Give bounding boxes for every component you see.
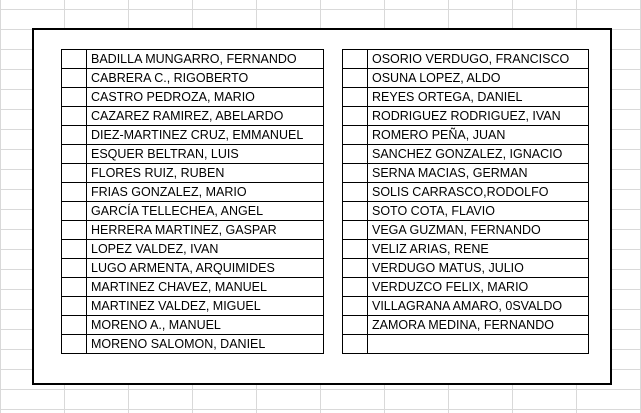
name-cell[interactable]: ROMERO PEÑA, JUAN <box>368 126 589 145</box>
marker-cell[interactable] <box>62 259 87 278</box>
table-row <box>343 221 589 240</box>
table-row <box>62 164 324 183</box>
marker-cell[interactable] <box>62 278 87 297</box>
marker-cell[interactable] <box>343 240 368 259</box>
marker-cell[interactable] <box>62 107 87 126</box>
marker-cell[interactable] <box>343 88 368 107</box>
table-row <box>62 278 324 297</box>
name-cell[interactable]: GARCÍA TELLECHEA, ANGEL <box>87 202 324 221</box>
table-row <box>343 164 589 183</box>
name-cell[interactable]: LOPEZ VALDEZ, IVAN <box>87 240 324 259</box>
name-cell[interactable]: CABRERA C., RIGOBERTO <box>87 69 324 88</box>
marker-cell[interactable] <box>343 202 368 221</box>
marker-cell[interactable] <box>343 278 368 297</box>
name-cell[interactable]: HERRERA MARTINEZ, GASPAR <box>87 221 324 240</box>
table-row <box>62 297 324 316</box>
marker-cell[interactable] <box>343 297 368 316</box>
marker-cell[interactable] <box>343 259 368 278</box>
table-row <box>62 259 324 278</box>
name-cell[interactable]: MARTINEZ CHAVEZ, MANUEL <box>87 278 324 297</box>
table-row <box>62 221 324 240</box>
marker-cell[interactable] <box>62 297 87 316</box>
name-cell[interactable]: VERDUGO MATUS, JULIO <box>368 259 589 278</box>
table-row <box>62 69 324 88</box>
marker-cell[interactable] <box>343 69 368 88</box>
table-row <box>343 259 589 278</box>
name-cell[interactable]: SOLIS CARRASCO,RODOLFO <box>368 183 589 202</box>
marker-cell[interactable] <box>62 335 87 354</box>
table-row <box>343 202 589 221</box>
name-cell[interactable]: SOTO COTA, FLAVIO <box>368 202 589 221</box>
name-cell[interactable]: VILLAGRANA AMARO, 0SVALDO <box>368 297 589 316</box>
table-row <box>343 145 589 164</box>
table-row <box>62 240 324 259</box>
marker-cell[interactable] <box>62 240 87 259</box>
table-row <box>343 126 589 145</box>
name-cell[interactable] <box>368 335 589 354</box>
table-row <box>343 278 589 297</box>
table-row <box>343 240 589 259</box>
marker-cell[interactable] <box>62 164 87 183</box>
marker-cell[interactable] <box>343 50 368 69</box>
marker-cell[interactable] <box>343 107 368 126</box>
sheet-border-frame <box>32 28 612 385</box>
table-row <box>343 88 589 107</box>
name-cell[interactable]: OSORIO VERDUGO, FRANCISCO <box>368 50 589 69</box>
name-cell[interactable]: FRIAS GONZALEZ, MARIO <box>87 183 324 202</box>
marker-cell[interactable] <box>62 316 87 335</box>
marker-cell[interactable] <box>343 183 368 202</box>
table-row <box>62 202 324 221</box>
name-cell[interactable]: SERNA MACIAS, GERMAN <box>368 164 589 183</box>
name-cell[interactable]: MORENO A., MANUEL <box>87 316 324 335</box>
name-cell[interactable]: LUGO ARMENTA, ARQUIMIDES <box>87 259 324 278</box>
table-row <box>62 316 324 335</box>
name-cell[interactable]: DIEZ-MARTINEZ CRUZ, EMMANUEL <box>87 126 324 145</box>
table-row <box>343 69 589 88</box>
name-cell[interactable]: ESQUER BELTRAN, LUIS <box>87 145 324 164</box>
name-cell[interactable]: VELIZ ARIAS, RENE <box>368 240 589 259</box>
left-name-list <box>61 49 324 354</box>
table-row <box>62 335 324 354</box>
name-cell[interactable]: ZAMORA MEDINA, FERNANDO <box>368 316 589 335</box>
name-cell[interactable]: REYES ORTEGA, DANIEL <box>368 88 589 107</box>
table-row <box>343 50 589 69</box>
marker-cell[interactable] <box>343 335 368 354</box>
name-cell[interactable]: CASTRO PEDROZA, MARIO <box>87 88 324 107</box>
marker-cell[interactable] <box>62 221 87 240</box>
table-row <box>343 335 589 354</box>
marker-cell[interactable] <box>343 316 368 335</box>
table-row <box>62 145 324 164</box>
marker-cell[interactable] <box>62 126 87 145</box>
table-row <box>343 107 589 126</box>
name-cell[interactable]: MARTINEZ VALDEZ, MIGUEL <box>87 297 324 316</box>
table-row <box>343 297 589 316</box>
marker-cell[interactable] <box>62 50 87 69</box>
name-cell[interactable]: SANCHEZ GONZALEZ, IGNACIO <box>368 145 589 164</box>
name-cell[interactable]: MORENO SALOMON, DANIEL <box>87 335 324 354</box>
table-row <box>343 316 589 335</box>
table-row <box>62 50 324 69</box>
name-cell[interactable]: FLORES RUIZ, RUBEN <box>87 164 324 183</box>
table-row <box>343 183 589 202</box>
marker-cell[interactable] <box>62 202 87 221</box>
marker-cell[interactable] <box>62 183 87 202</box>
name-cell[interactable]: BADILLA MUNGARRO, FERNANDO <box>87 50 324 69</box>
marker-cell[interactable] <box>62 88 87 107</box>
marker-cell[interactable] <box>62 145 87 164</box>
marker-cell[interactable] <box>62 69 87 88</box>
table-row <box>62 88 324 107</box>
marker-cell[interactable] <box>343 164 368 183</box>
name-cell[interactable]: VEGA GUZMAN, FERNANDO <box>368 221 589 240</box>
marker-cell[interactable] <box>343 145 368 164</box>
marker-cell[interactable] <box>343 126 368 145</box>
right-name-list <box>342 49 589 354</box>
name-cell[interactable]: RODRIGUEZ RODRIGUEZ, IVAN <box>368 107 589 126</box>
name-cell[interactable]: VERDUZCO FELIX, MARIO <box>368 278 589 297</box>
table-row <box>62 183 324 202</box>
table-row <box>62 126 324 145</box>
name-cell[interactable]: CAZAREZ RAMIREZ, ABELARDO <box>87 107 324 126</box>
marker-cell[interactable] <box>343 221 368 240</box>
name-cell[interactable]: OSUNA LOPEZ, ALDO <box>368 69 589 88</box>
table-row <box>62 107 324 126</box>
